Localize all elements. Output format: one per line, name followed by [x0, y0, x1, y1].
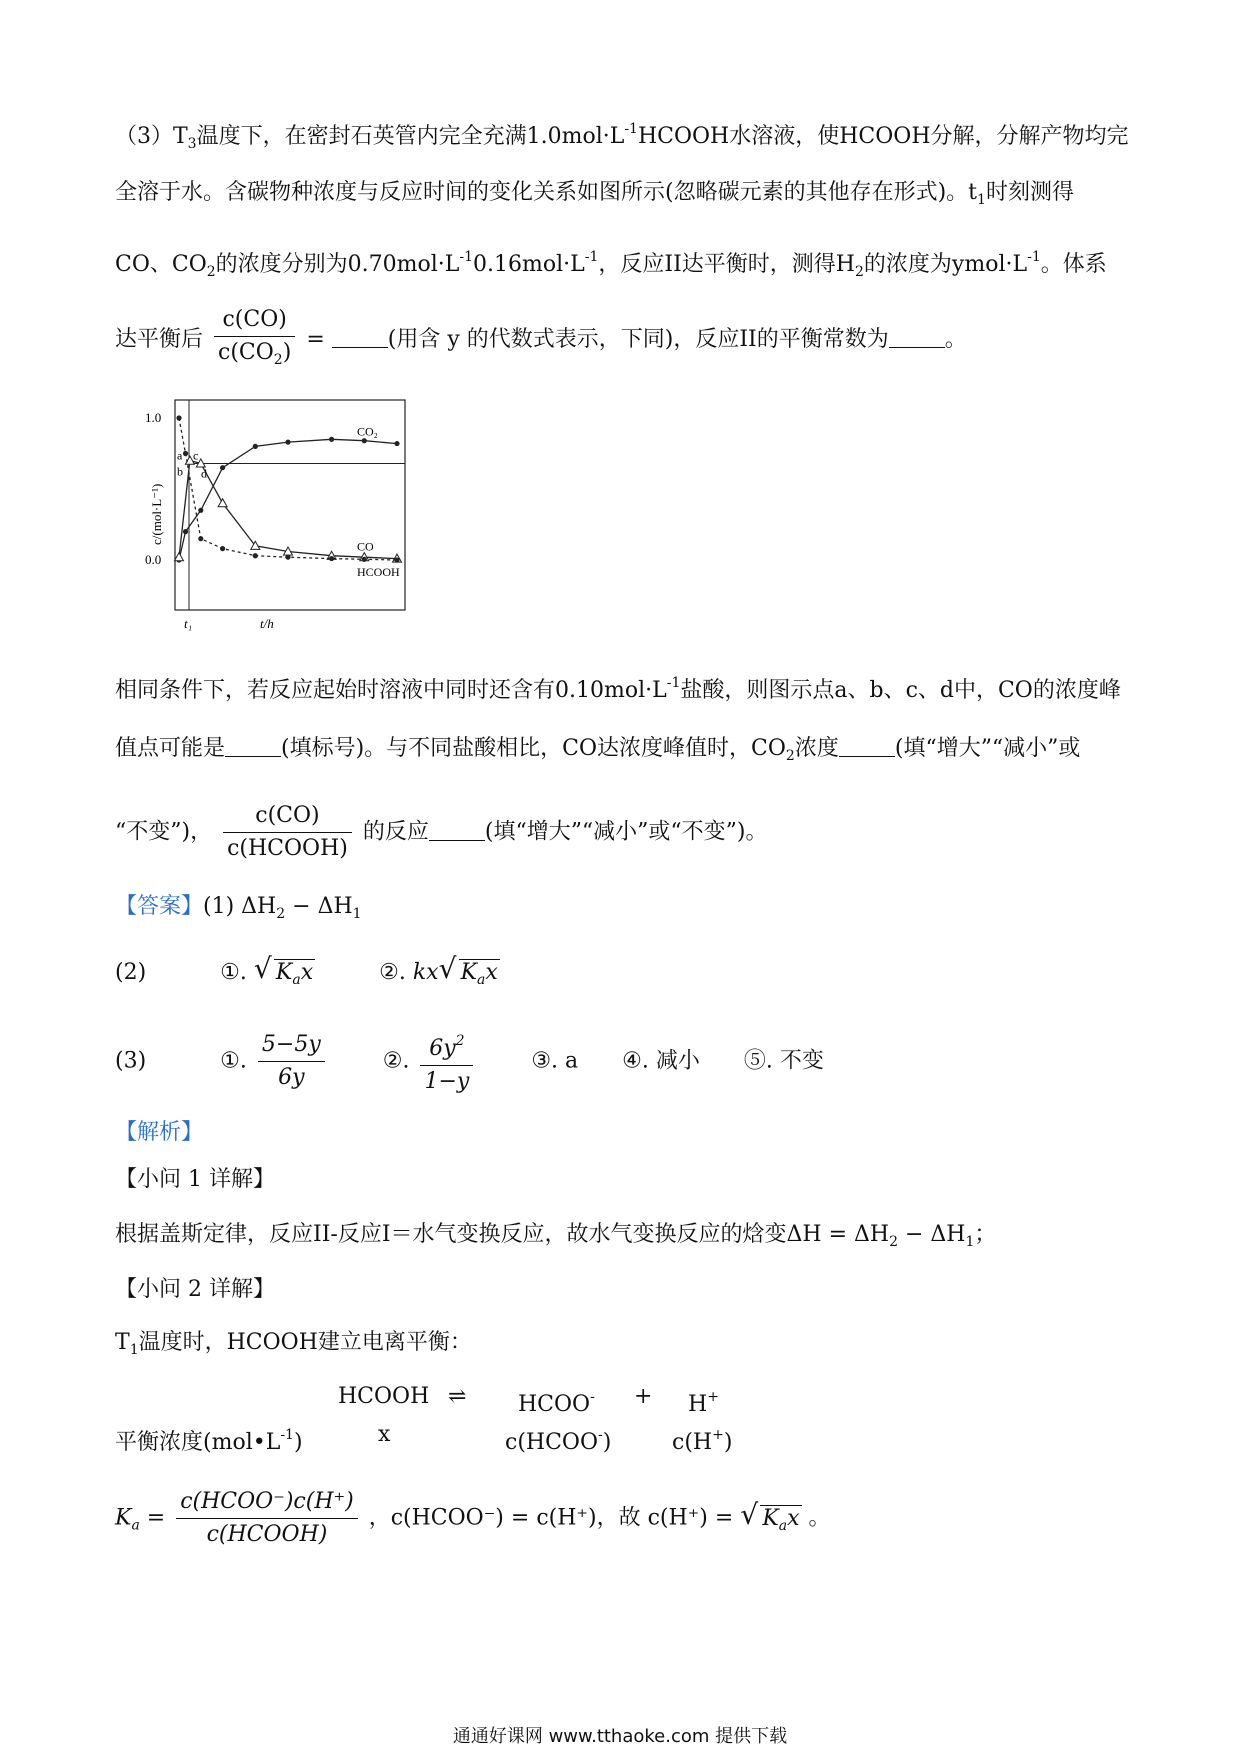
data-point: [253, 444, 258, 449]
answer-fraction-2: $\frac{6y^2}{1-y}$: [420, 1025, 473, 1098]
data-point: [285, 555, 290, 560]
y-tick-label: 0.0: [145, 552, 162, 567]
q3-line-4: 达平衡后 $\frac{c(CO)}{c(CO_2)}$ = (用含 y 的代数式表示，下同)，反应II的平衡常数为 。: [115, 304, 967, 376]
sqrt-ka-x-3: √ $K_ax$: [740, 1497, 800, 1534]
q3-line-6: 值点可能是 (填标号)。与不同盐酸相比，CO达浓度峰值时，$CO_2$浓度 (填“增大”“减小”或: [115, 736, 1081, 764]
data-point: [175, 553, 184, 561]
q3-line-1: $(3)T_3$温度下，在密封石英管内完全充满$1.0mol\cdot L^{-1}HCOOH$水溶液，使HCOOH分解，分解产物均完: [115, 121, 1129, 152]
answer-blank: [429, 820, 485, 841]
q1-heading: 【小问 1 详解】: [115, 1167, 275, 1192]
data-point: [183, 529, 188, 534]
data-point: [329, 556, 334, 561]
row-h: c(H+): [672, 1427, 733, 1455]
footer: 通通好课网 www.tthaoke.com 提供下载: [452, 1726, 788, 1747]
answer-line-3: (3) ①. $\frac{5-5y}{6y}$ ②. $\frac{6y^2}{1-y}$ ③. a ④. 减小 ⑤. 不变: [115, 1025, 824, 1098]
row-label: 平衡浓度$(mol•L^{-1})$: [115, 1427, 303, 1455]
co-hcooh-fraction: $\frac{c(CO)}{\text{c(HCOOH)}}$: [223, 800, 352, 865]
x-axis-label: t/h: [260, 616, 274, 631]
q3-line-2: 全溶于水。含碳物种浓度与反应时间的变化关系如图所示(忽略碳元素的其他存在形式)。$t_1$时刻测得: [115, 180, 1074, 208]
q3-line-5: 相同条件下，若反应起始时溶液中同时还含有$0.10mol\cdot L^{-1}$盐酸，则图示点a、b、c、d中，CO的浓度峰: [115, 675, 1121, 703]
answer-label: 【答案】: [115, 894, 204, 919]
row-x: x: [378, 1422, 391, 1447]
data-point: [218, 499, 227, 507]
data-point: [198, 536, 203, 541]
point-label: d: [201, 466, 207, 481]
answer-blank: [839, 736, 895, 757]
data-point: [394, 557, 399, 562]
row-hcoo: c(HCOO-): [505, 1427, 612, 1455]
q2-heading: 【小问 2 详解】: [115, 1277, 275, 1302]
data-point: [362, 557, 367, 562]
sqrt-ka-x: √ $K_ax$: [253, 952, 314, 988]
data-point: [329, 437, 334, 442]
eq-arrow: ⇌: [448, 1384, 467, 1409]
answer-fraction-1: $\frac{5-5y}{6y}$: [258, 1029, 325, 1094]
data-point: [394, 441, 399, 446]
co-co2-fraction: $\frac{c(CO)}{c(CO_2)}$: [214, 304, 295, 376]
data-point: [220, 546, 225, 551]
concentration-time-chart: [125, 395, 415, 635]
data-point: [220, 465, 225, 470]
answer-blank: [332, 327, 388, 348]
ka-fraction: $\frac{\text{c(HCOO⁻)c(H⁺)}}{\text{c(HCOOH)}}$: [176, 1486, 357, 1551]
series-label: CO₂: [357, 424, 378, 439]
answer-blank: [889, 327, 945, 348]
series-label: HCOOH: [357, 565, 400, 579]
answer-line-1: 【答案】(1) $\Delta H_2 - \Delta H_1$: [115, 894, 362, 922]
data-point: [285, 440, 290, 445]
point-label: b: [177, 464, 183, 479]
eq-hcooh: HCOOH: [338, 1384, 430, 1409]
ka-line: $K_a$ = $\frac{\text{c(HCOO⁻)c(H⁺)}}{\text{c(HCOOH)}}$ ，c(HCOO⁻) = c(H⁺)，故 c(H⁺) = √ $K_ax$ 。: [115, 1486, 831, 1551]
q1-text: 根据盖斯定律，反应II-反应I＝水气变换反应，故水气变换反应的焓变$\Delta H = \Delta H_2 - \Delta H_1$；: [115, 1222, 997, 1250]
data-point: [183, 451, 188, 456]
eq-h: H+: [688, 1389, 719, 1417]
q3-line-3: CO、$CO_2$的浓度分别为$0.70mol\cdot L^{-1}0.16mol\cdot L^{-1}$，反应II达平衡时，测得$H_2$的浓度为$ymol\cdot L^{-1}$。体系: [115, 249, 1107, 280]
data-point: [362, 438, 367, 443]
data-point: [198, 508, 203, 513]
y-axis-label: c/(mol·L⁻¹): [149, 483, 164, 545]
q3-line-7: “不变”)， $\frac{c(CO)}{\text{c(HCOOH)}}$ 的反应 (填“增大”“减小”或“不变”)。: [115, 800, 768, 865]
eq-plus: +: [634, 1384, 653, 1409]
series-label: CO: [357, 539, 374, 554]
answer-blank: [225, 736, 281, 757]
data-point: [176, 415, 181, 420]
y-tick-label: 1.0: [145, 410, 162, 425]
sqrt-ka-x-2: √ $K_ax$: [438, 952, 498, 988]
q2-text: $T_1$温度时，HCOOH建立电离平衡：: [115, 1330, 472, 1358]
point-label: a: [177, 448, 183, 463]
x-tick-label: t₁: [184, 616, 193, 631]
eq-hcoo: HCOO-: [518, 1389, 595, 1417]
answer-line-2: (2) ①. √ $K_ax$ ②. kx √ $K_ax$: [115, 958, 500, 995]
analysis-label: 【解析】: [115, 1120, 204, 1145]
data-point: [253, 553, 258, 558]
point-label: c: [193, 448, 199, 463]
